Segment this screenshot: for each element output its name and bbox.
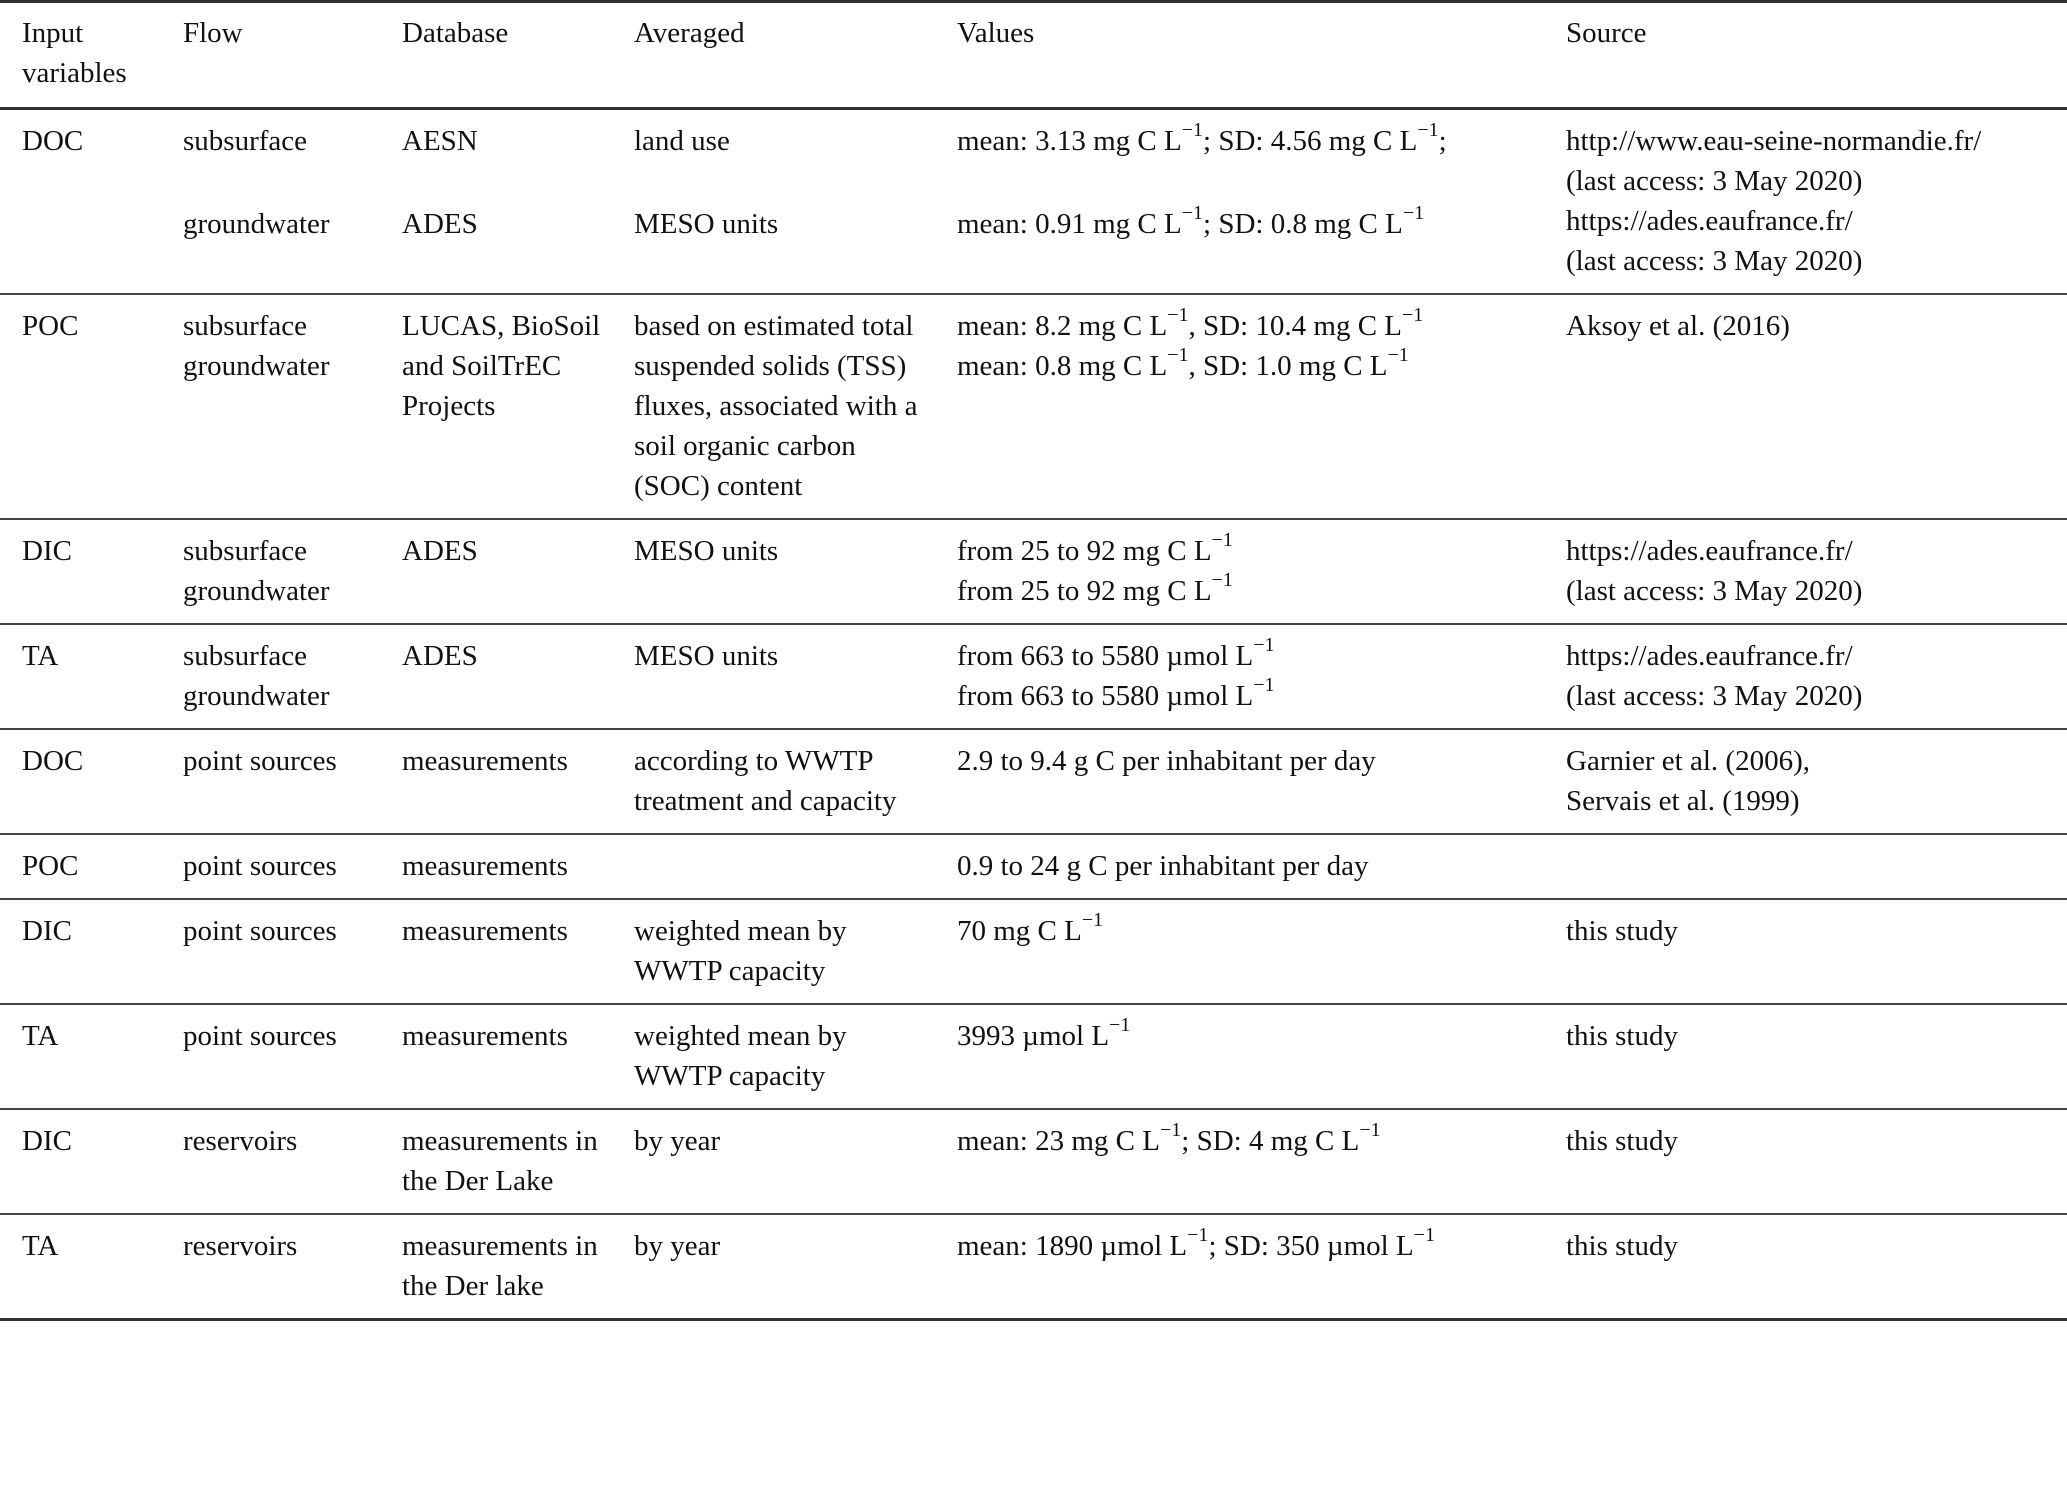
cell-averaged xyxy=(612,294,935,519)
cell-source xyxy=(1544,294,2067,519)
superscript-minus-one: −1 xyxy=(1159,1119,1182,1142)
flow-text: reservoirs xyxy=(183,1125,298,1157)
source-text: this study xyxy=(1566,1230,1678,1262)
source-text: https://ades.eaufrance.fr/ xyxy=(1566,205,1853,237)
cell-source xyxy=(1544,624,2067,729)
cell-input-variable: TA xyxy=(22,1020,59,1052)
superscript-minus-one: −1 xyxy=(1359,1119,1381,1142)
superscript-minus-one: −1 xyxy=(1167,344,1189,367)
averaged-text: MESO units xyxy=(634,535,779,567)
superscript-minus-one: −1 xyxy=(1413,1224,1435,1247)
values-text: mean: 1890 µmol $L^{-1}$; SD: 350 µmol $L^{-1}$ xyxy=(957,1224,1435,1262)
superscript-minus-one: −1 xyxy=(1167,304,1189,327)
flow-text: subsurface xyxy=(183,310,308,342)
header-averaged: Averaged xyxy=(634,17,745,49)
header-database: Database xyxy=(402,17,509,49)
cell-input-variable: POC xyxy=(22,850,79,882)
cell-database xyxy=(380,1004,612,1109)
averaged-text: land use xyxy=(634,125,730,157)
values-text: 3993 µmol $L^{-1}$ xyxy=(957,1014,1131,1052)
superscript-minus-one: −1 xyxy=(1211,569,1233,592)
cell-database xyxy=(380,519,612,624)
values-text: mean: 0.8 mg C $L^{-1}$, SD: 1.0 mg C $L^{-1}$ xyxy=(957,344,1409,382)
cell-averaged xyxy=(612,624,935,729)
table-row xyxy=(0,1109,2067,1214)
table-body xyxy=(0,109,2067,1320)
cell-database xyxy=(380,1109,612,1214)
cell-database xyxy=(380,899,612,1004)
cell-source xyxy=(1544,109,2067,295)
averaged-text: by year xyxy=(634,1125,721,1157)
superscript-minus-one: −1 xyxy=(1387,344,1409,367)
cell-values xyxy=(935,624,1544,729)
cell-averaged xyxy=(612,1109,935,1214)
header-values: Values xyxy=(957,17,1035,49)
superscript-minus-one: −1 xyxy=(1402,202,1425,225)
flow-text: groundwater xyxy=(183,350,330,382)
cell-values xyxy=(935,109,1544,295)
source-text: https://ades.eaufrance.fr/ xyxy=(1566,535,1853,567)
cell-input-variable: DIC xyxy=(22,535,72,567)
values-text: mean: 0.91 mg C $L^{-1}$; SD: 0.8 mg C $L^{-1}$ xyxy=(957,202,1425,240)
averaged-text: MESO units xyxy=(634,640,779,672)
cell-values xyxy=(935,1109,1544,1214)
table-row xyxy=(0,519,2067,624)
values-text: 0.9 to 24 g C per inhabitant per day xyxy=(957,850,1369,882)
source-text: this study xyxy=(1566,1020,1678,1052)
superscript-minus-one: −1 xyxy=(1187,1224,1209,1247)
cell-database xyxy=(380,294,612,519)
cell-flow xyxy=(161,1109,380,1214)
cell-database xyxy=(380,729,612,834)
flow-text: groundwater xyxy=(183,575,330,607)
cell-input-variable: TA xyxy=(22,640,59,672)
database-text: measurements in the Der lake xyxy=(402,1230,598,1302)
averaged-text: by year xyxy=(634,1230,721,1262)
cell-database xyxy=(380,109,612,295)
values-text: mean: 3.13 mg C $L^{-1}$; SD: 4.56 mg C $L^{-1}$; xyxy=(957,119,1447,157)
values-text: 70 mg C $L^{-1}$ xyxy=(957,909,1104,947)
flow-text: subsurface xyxy=(183,535,308,567)
cell-database xyxy=(380,834,612,899)
source-text: this study xyxy=(1566,915,1678,947)
flow-text: subsurface xyxy=(183,125,308,157)
cell-values xyxy=(935,899,1544,1004)
values-text: mean: 23 mg C $L^{-1}$; SD: 4 mg C $L^{-1}$ xyxy=(957,1119,1381,1157)
cell-flow xyxy=(161,294,380,519)
values-text: from 25 to 92 mg C $L^{-1}$ xyxy=(957,529,1233,567)
cell-flow xyxy=(161,519,380,624)
superscript-minus-one: −1 xyxy=(1211,529,1233,552)
values-text: from 25 to 92 mg C $L^{-1}$ xyxy=(957,569,1233,607)
averaged-text: weighted mean by WWTP capacity xyxy=(634,915,847,987)
cell-source xyxy=(1544,899,2067,1004)
header-flow: Flow xyxy=(183,17,243,49)
cell-source xyxy=(1544,519,2067,624)
flow-text: point sources xyxy=(183,850,337,882)
header-source: Source xyxy=(1566,17,1647,49)
averaged-text: according to WWTP treatment and capacity xyxy=(634,745,897,817)
table-row xyxy=(0,624,2067,729)
database-text: ADES xyxy=(402,640,478,672)
cell-flow xyxy=(161,624,380,729)
database-text: measurements xyxy=(402,1020,568,1052)
cell-values xyxy=(935,519,1544,624)
table-row xyxy=(0,1004,2067,1109)
superscript-minus-one: −1 xyxy=(1181,202,1204,225)
cell-input-variable: POC xyxy=(22,310,79,342)
superscript-minus-one: −1 xyxy=(1253,634,1275,657)
cell-flow xyxy=(161,729,380,834)
flow-text: point sources xyxy=(183,745,337,777)
cell-input-variable: DIC xyxy=(22,1125,72,1157)
table-row xyxy=(0,834,2067,899)
source-text: (last access: 3 May 2020) xyxy=(1566,245,1863,277)
table-row xyxy=(0,729,2067,834)
header-label: Input variables xyxy=(22,17,127,89)
cell-averaged xyxy=(612,1004,935,1109)
cell-averaged xyxy=(612,834,935,899)
cell-averaged xyxy=(612,1214,935,1320)
database-text: ADES xyxy=(402,208,478,240)
cell-source xyxy=(1544,1109,2067,1214)
flow-text: groundwater xyxy=(183,208,330,240)
table-row xyxy=(0,109,2067,295)
cell-flow xyxy=(161,834,380,899)
values-text: from 663 to 5580 µmol $L^{-1}$ xyxy=(957,634,1275,672)
averaged-text: based on estimated total suspended solids (TSS) fluxes, associated with a soil organic carbon (SOC) content xyxy=(634,310,918,502)
cell-values xyxy=(935,1004,1544,1109)
superscript-minus-one: −1 xyxy=(1417,119,1439,142)
superscript-minus-one: −1 xyxy=(1081,909,1104,932)
database-text: measurements xyxy=(402,915,568,947)
cell-values xyxy=(935,294,1544,519)
cell-flow xyxy=(161,899,380,1004)
database-text: measurements in the Der Lake xyxy=(402,1125,598,1197)
table-row xyxy=(0,294,2067,519)
cell-averaged xyxy=(612,519,935,624)
source-text: (last access: 3 May 2020) xyxy=(1566,575,1863,607)
cell-averaged xyxy=(612,109,935,295)
superscript-minus-one: −1 xyxy=(1253,674,1275,697)
flow-text: reservoirs xyxy=(183,1230,298,1262)
source-text: Servais et al. (1999) xyxy=(1566,785,1800,817)
flow-text: point sources xyxy=(183,1020,337,1052)
database-text: AESN xyxy=(402,125,478,157)
header-input-variables xyxy=(0,2,161,109)
averaged-text: weighted mean by WWTP capacity xyxy=(634,1020,847,1092)
source-text: https://ades.eaufrance.fr/ xyxy=(1566,640,1853,672)
superscript-minus-one: −1 xyxy=(1109,1014,1131,1037)
values-text: 2.9 to 9.4 g C per inhabitant per day xyxy=(957,745,1376,777)
database-text: measurements xyxy=(402,745,568,777)
cell-source xyxy=(1544,1214,2067,1320)
source-text: (last access: 3 May 2020) xyxy=(1566,165,1863,197)
database-text: LUCAS, BioSoil and SoilTrEC Projects xyxy=(402,310,601,422)
source-text: Aksoy et al. (2016) xyxy=(1566,310,1790,342)
averaged-text: MESO units xyxy=(634,208,779,240)
cell-input-variable: DIC xyxy=(22,915,72,947)
superscript-minus-one: −1 xyxy=(1402,304,1424,327)
values-text: from 663 to 5580 µmol $L^{-1}$ xyxy=(957,674,1275,712)
source-text: http://www.eau-seine-normandie.fr/ xyxy=(1566,125,1982,157)
table-header xyxy=(0,2,2067,109)
header-row xyxy=(0,2,2067,109)
cell-values xyxy=(935,834,1544,899)
database-text: measurements xyxy=(402,850,568,882)
source-text: Garnier et al. (2006), xyxy=(1566,745,1810,777)
cell-source xyxy=(1544,729,2067,834)
cell-values xyxy=(935,1214,1544,1320)
superscript-minus-one: −1 xyxy=(1181,119,1204,142)
cell-database xyxy=(380,624,612,729)
flow-text: groundwater xyxy=(183,680,330,712)
cell-input-variable: TA xyxy=(22,1230,59,1262)
cell-database xyxy=(380,1214,612,1320)
cell-source xyxy=(1544,1004,2067,1109)
cell-input-variable: DOC xyxy=(22,125,84,157)
cell-values xyxy=(935,729,1544,834)
cell-source xyxy=(1544,834,2067,899)
values-text: mean: 8.2 mg C $L^{-1}$, SD: 10.4 mg C $L^{-1}$ xyxy=(957,304,1424,342)
cell-averaged xyxy=(612,729,935,834)
cell-flow xyxy=(161,109,380,295)
database-text: ADES xyxy=(402,535,478,567)
source-text: this study xyxy=(1566,1125,1678,1157)
table-row xyxy=(0,899,2067,1004)
table-row xyxy=(0,1214,2067,1320)
cell-flow xyxy=(161,1004,380,1109)
cell-flow xyxy=(161,1214,380,1320)
source-text: (last access: 3 May 2020) xyxy=(1566,680,1863,712)
flow-text: point sources xyxy=(183,915,337,947)
cell-input-variable: DOC xyxy=(22,745,84,777)
cell-averaged xyxy=(612,899,935,1004)
flow-text: subsurface xyxy=(183,640,308,672)
